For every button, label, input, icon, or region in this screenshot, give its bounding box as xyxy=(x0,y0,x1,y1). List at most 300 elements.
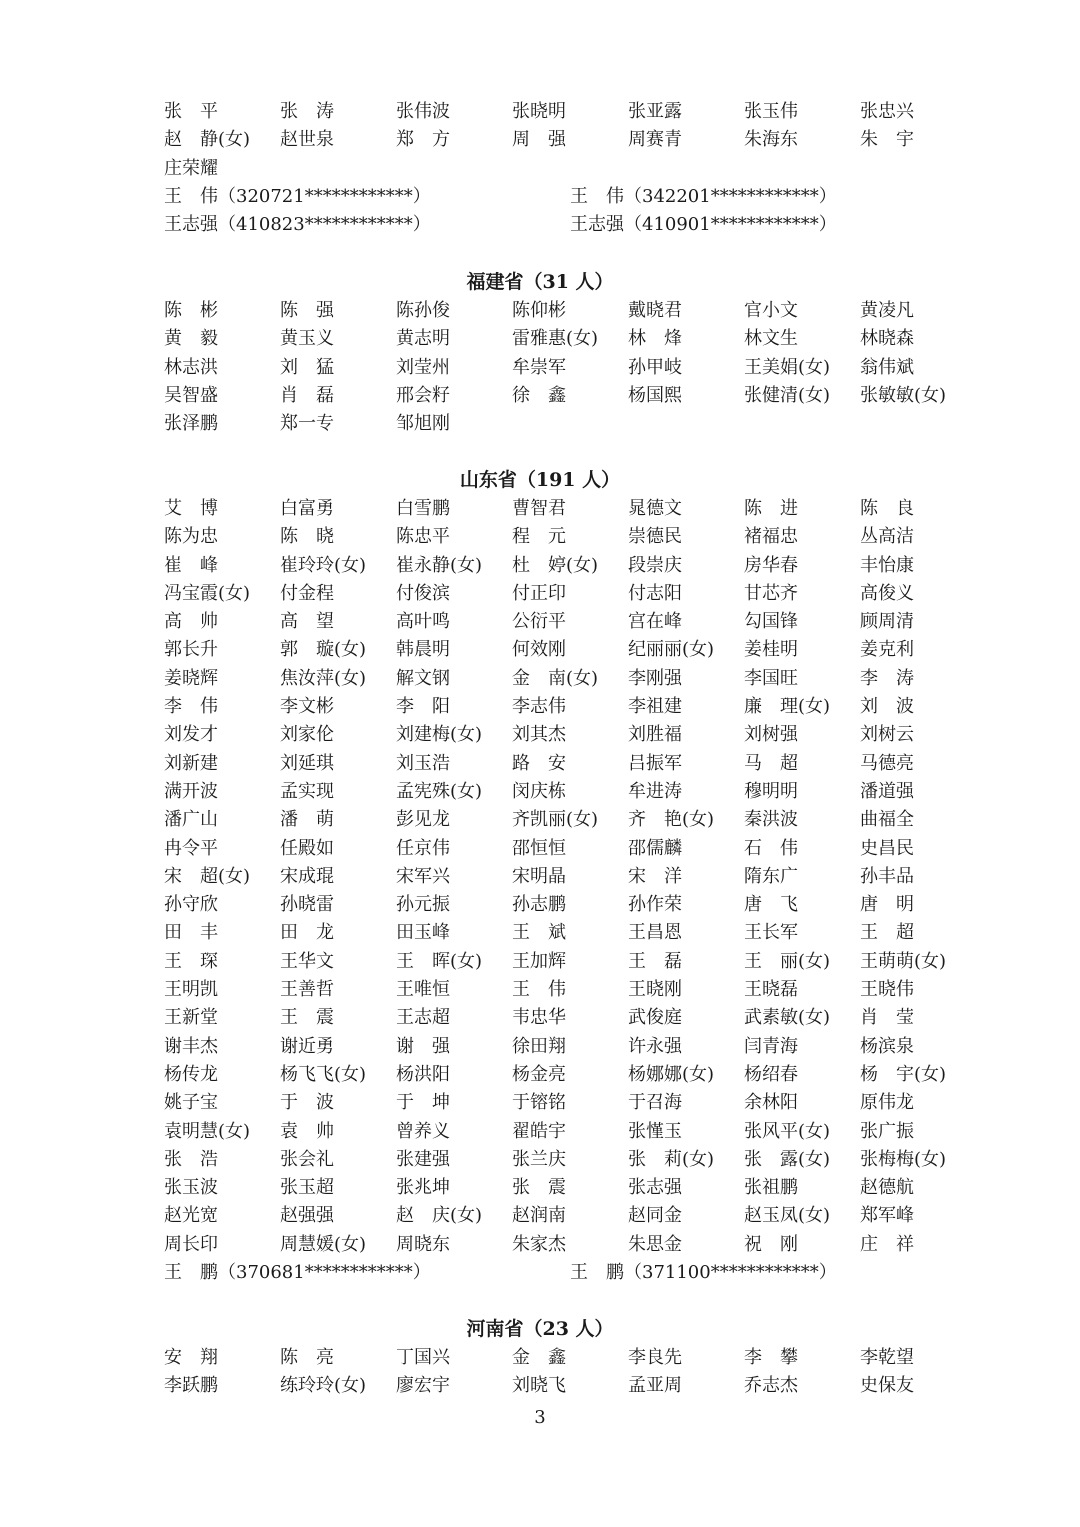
person-name: 李 伟 xyxy=(164,696,218,718)
person-name: 张伟波 xyxy=(396,101,450,122)
person-name: 廉 理(女) xyxy=(744,696,831,718)
person-name: 李 阳 xyxy=(396,696,450,718)
person-name: 杨传龙 xyxy=(164,1063,218,1085)
person-name: 王晓刚 xyxy=(628,979,682,1001)
person-name: 张 莉(女) xyxy=(628,1148,715,1170)
section-title-fujian: 福建省（31 人） xyxy=(466,271,614,293)
person-name: 张 平 xyxy=(164,101,218,122)
name-row xyxy=(164,1202,984,1230)
person-name: 唐 明 xyxy=(860,894,914,916)
person-name: 彭见龙 xyxy=(396,809,450,831)
person-name: 杨飞飞(女) xyxy=(280,1063,367,1085)
person-name: 陈 良 xyxy=(860,498,914,519)
person-name: 王 磊 xyxy=(628,950,682,972)
person-name: 孟实现 xyxy=(280,780,334,802)
person-name: 宋明晶 xyxy=(512,865,566,887)
person-name: 潘广山 xyxy=(164,809,218,831)
name-row xyxy=(164,552,984,580)
person-name: 满开波 xyxy=(164,780,218,802)
person-name: 白富勇 xyxy=(280,498,334,519)
id-row xyxy=(164,183,984,211)
person-name: 史保友 xyxy=(860,1375,914,1397)
person-name: 赵世泉 xyxy=(280,129,334,151)
person-name: 陈 彬 xyxy=(164,300,218,321)
person-name: 刘发才 xyxy=(164,724,218,746)
name-row xyxy=(164,1004,984,1032)
person-name: 张慬玉 xyxy=(628,1120,682,1142)
person-name: 韩晨明 xyxy=(396,639,450,661)
person-name: 王 琛 xyxy=(164,950,218,972)
person-name: 刘其杰 xyxy=(512,724,566,746)
person-name: 高俊义 xyxy=(860,582,914,604)
person-name: 付金程 xyxy=(280,582,334,604)
person-name: 余林阳 xyxy=(744,1092,798,1114)
name-row xyxy=(164,919,984,947)
person-name: 张玉波 xyxy=(164,1177,218,1199)
person-name: 张广振 xyxy=(860,1120,914,1142)
name-row xyxy=(164,155,984,183)
name-row xyxy=(164,1089,984,1117)
person-name: 付俊滨 xyxy=(396,582,450,604)
person-name: 付志阳 xyxy=(628,582,682,604)
person-name: 姚子宝 xyxy=(164,1092,218,1114)
person-name: 练玲玲(女) xyxy=(280,1375,367,1397)
person-name: 张晓明 xyxy=(512,101,566,122)
person-name: 肖 磊 xyxy=(280,384,334,406)
person-name: 朱海东 xyxy=(744,129,798,151)
person-name: 石 伟 xyxy=(744,837,798,859)
person-name: 孙丰品 xyxy=(860,865,914,887)
person-name: 林 烽 xyxy=(628,328,682,350)
person-name: 庄 祥 xyxy=(860,1233,914,1255)
person-name: 张 浩 xyxy=(164,1148,218,1170)
person-name: 袁 帅 xyxy=(280,1120,334,1142)
name-row xyxy=(164,325,984,353)
person-name: 廖宏宇 xyxy=(396,1375,450,1397)
person-name: 齐凯丽(女) xyxy=(512,809,599,831)
name-with-id: 王 鹏（371100************） xyxy=(570,1262,837,1284)
person-name: 金 鑫 xyxy=(512,1347,566,1368)
name-row xyxy=(164,750,984,778)
person-name: 王 晖(女) xyxy=(396,950,483,972)
person-name: 郭 璇(女) xyxy=(280,639,367,661)
person-name: 潘道强 xyxy=(860,780,914,802)
name-with-id: 王 伟（320721************） xyxy=(164,185,431,207)
person-name: 郑军峰 xyxy=(860,1205,914,1227)
person-name: 姜晓辉 xyxy=(164,667,218,689)
person-name: 朱家杰 xyxy=(512,1233,566,1255)
name-row xyxy=(164,580,984,608)
person-name: 黄志明 xyxy=(396,328,450,350)
person-name: 勾国锋 xyxy=(744,611,798,633)
person-name: 徐田翔 xyxy=(512,1035,566,1057)
person-name: 王 丽(女) xyxy=(744,950,831,972)
name-row xyxy=(164,806,984,834)
person-name: 陈仰彬 xyxy=(512,300,566,321)
person-name: 李国旺 xyxy=(744,667,798,689)
person-name: 张建强 xyxy=(396,1148,450,1170)
name-row xyxy=(164,891,984,919)
person-name: 闵庆栋 xyxy=(512,780,566,802)
person-name: 李志伟 xyxy=(512,696,566,718)
person-name: 郭长升 xyxy=(164,639,218,661)
name-row xyxy=(164,1033,984,1061)
person-name: 杨娜娜(女) xyxy=(628,1063,715,1085)
person-name: 孟宪殊(女) xyxy=(396,780,483,802)
person-name: 武素敏(女) xyxy=(744,1007,831,1029)
person-name: 袁明慧(女) xyxy=(164,1120,251,1142)
person-name: 王 超 xyxy=(860,922,914,944)
person-name: 牟崇军 xyxy=(512,356,566,378)
person-name: 穆明明 xyxy=(744,780,798,802)
person-name: 刘新建 xyxy=(164,752,218,774)
person-name: 林文生 xyxy=(744,328,798,350)
person-name: 李 攀 xyxy=(744,1347,798,1368)
name-row xyxy=(164,382,984,410)
person-name: 李 涛 xyxy=(860,667,914,689)
person-name: 乔志杰 xyxy=(744,1375,798,1397)
person-name: 邵儒麟 xyxy=(628,837,682,859)
person-name: 雷雅惠(女) xyxy=(512,328,599,350)
person-name: 姜克利 xyxy=(860,639,914,661)
person-name: 高叶鸣 xyxy=(396,611,450,633)
person-name: 刘胜福 xyxy=(628,724,682,746)
person-name: 周长印 xyxy=(164,1233,218,1255)
person-name: 张玉伟 xyxy=(744,101,798,122)
person-name: 赵同金 xyxy=(628,1205,682,1227)
person-name: 高 望 xyxy=(280,611,334,633)
person-name: 张敏敏(女) xyxy=(860,384,947,406)
person-name: 房华春 xyxy=(744,554,798,576)
person-name: 赵光宽 xyxy=(164,1205,218,1227)
person-name: 郑 方 xyxy=(396,129,450,151)
person-name: 段崇庆 xyxy=(628,554,682,576)
person-name: 宫在峰 xyxy=(628,611,682,633)
person-name: 曾养义 xyxy=(396,1120,450,1142)
name-row xyxy=(164,636,984,664)
name-row xyxy=(164,721,984,749)
person-name: 周慧媛(女) xyxy=(280,1233,367,1255)
person-name: 杨国熙 xyxy=(628,384,682,406)
person-name: 宋 洋 xyxy=(628,865,682,887)
person-name: 秦洪波 xyxy=(744,809,798,831)
person-name: 张祖鹏 xyxy=(744,1177,798,1199)
person-name: 陈忠平 xyxy=(396,526,450,548)
person-name: 曹智君 xyxy=(512,498,566,519)
person-name: 李文彬 xyxy=(280,696,334,718)
person-name: 付正印 xyxy=(512,582,566,604)
person-name: 刘家伦 xyxy=(280,724,334,746)
person-name: 吕振军 xyxy=(628,752,682,774)
person-name: 庄荣耀 xyxy=(164,157,218,179)
person-name: 冯宝霞(女) xyxy=(164,582,251,604)
shandong-name-list xyxy=(164,495,984,1287)
person-name: 谢近勇 xyxy=(280,1035,334,1057)
person-name: 史昌民 xyxy=(860,837,914,859)
person-name: 陈 亮 xyxy=(280,1347,334,1368)
person-name: 晁德文 xyxy=(628,498,682,519)
person-name: 周 强 xyxy=(512,129,566,151)
person-name: 张玉超 xyxy=(280,1177,334,1199)
person-name: 陈为忠 xyxy=(164,526,218,548)
person-name: 甘芯齐 xyxy=(744,582,798,604)
person-name: 朱思金 xyxy=(628,1233,682,1255)
person-name: 刘晓飞 xyxy=(512,1375,566,1397)
name-row xyxy=(164,863,984,891)
person-name: 于镕铭 xyxy=(512,1092,566,1114)
person-name: 于召海 xyxy=(628,1092,682,1114)
person-name: 张健清(女) xyxy=(744,384,831,406)
name-row xyxy=(164,1372,984,1400)
person-name: 公衍平 xyxy=(512,611,566,633)
name-row xyxy=(164,608,984,636)
person-name: 孙守欣 xyxy=(164,894,218,916)
person-name: 王华文 xyxy=(280,950,334,972)
person-name: 陈 晓 xyxy=(280,526,334,548)
person-name: 何效刚 xyxy=(512,639,566,661)
name-row xyxy=(164,1174,984,1202)
person-name: 焦汝萍(女) xyxy=(280,667,367,689)
person-name: 陈 进 xyxy=(744,498,798,519)
person-name: 谢 强 xyxy=(396,1035,450,1057)
name-row xyxy=(164,1344,984,1372)
person-name: 张 露(女) xyxy=(744,1148,831,1170)
person-name: 周晓东 xyxy=(396,1233,450,1255)
person-name: 丛高洁 xyxy=(860,526,914,548)
person-name: 孙元振 xyxy=(396,894,450,916)
person-name: 唐 飞 xyxy=(744,894,798,916)
person-name: 谢丰杰 xyxy=(164,1035,218,1057)
person-name: 赵 静(女) xyxy=(164,129,251,151)
person-name: 赵 庆(女) xyxy=(396,1205,483,1227)
person-name: 杨洪阳 xyxy=(396,1063,450,1085)
person-name: 王 伟 xyxy=(512,979,566,1001)
person-name: 张兆坤 xyxy=(396,1177,450,1199)
person-name: 冉令平 xyxy=(164,837,218,859)
person-name: 朱 宇 xyxy=(860,129,914,151)
id-row xyxy=(164,211,984,239)
person-name: 金 南(女) xyxy=(512,667,599,689)
person-name: 刘 波 xyxy=(860,696,914,718)
person-name: 任殿如 xyxy=(280,837,334,859)
name-row xyxy=(164,693,984,721)
person-name: 杨滨泉 xyxy=(860,1035,914,1057)
person-name: 孙作荣 xyxy=(628,894,682,916)
person-name: 许永强 xyxy=(628,1035,682,1057)
person-name: 林晓森 xyxy=(860,328,914,350)
person-name: 刘树强 xyxy=(744,724,798,746)
person-name: 赵德航 xyxy=(860,1177,914,1199)
person-name: 徐 鑫 xyxy=(512,384,566,406)
person-name: 安 翔 xyxy=(164,1347,218,1368)
person-name: 崔玲玲(女) xyxy=(280,554,367,576)
person-name: 周赛青 xyxy=(628,129,682,151)
person-name: 崇德民 xyxy=(628,526,682,548)
person-name: 杨绍春 xyxy=(744,1063,798,1085)
person-name: 刘莹州 xyxy=(396,356,450,378)
name-row xyxy=(164,410,984,438)
person-name: 王昌恩 xyxy=(628,922,682,944)
person-name: 顾周清 xyxy=(860,611,914,633)
person-name: 官小文 xyxy=(744,300,798,321)
person-name: 孙志鹏 xyxy=(512,894,566,916)
person-name: 刘 猛 xyxy=(280,356,334,378)
person-name: 张志强 xyxy=(628,1177,682,1199)
person-name: 李乾望 xyxy=(860,1347,914,1368)
person-name: 韦忠华 xyxy=(512,1007,566,1029)
henan-name-list xyxy=(164,1344,984,1401)
person-name: 林志洪 xyxy=(164,356,218,378)
name-row xyxy=(164,778,984,806)
name-with-id: 王 伟（342201************） xyxy=(570,185,837,207)
person-name: 纪丽丽(女) xyxy=(628,639,715,661)
name-row xyxy=(164,835,984,863)
person-name: 李良先 xyxy=(628,1347,682,1368)
person-name: 原伟龙 xyxy=(860,1092,914,1114)
person-name: 李跃鹏 xyxy=(164,1375,218,1397)
person-name: 隋东广 xyxy=(744,865,798,887)
name-row xyxy=(164,976,984,1004)
section-title-shandong: 山东省（191 人） xyxy=(459,469,621,491)
person-name: 王 斌 xyxy=(512,922,566,944)
person-name: 黄凌凡 xyxy=(860,300,914,321)
person-name: 黄 毅 xyxy=(164,328,218,350)
person-name: 邵恒恒 xyxy=(512,837,566,859)
name-row xyxy=(164,297,984,325)
person-name: 张 涛 xyxy=(280,101,334,122)
person-name: 孟亚周 xyxy=(628,1375,682,1397)
person-name: 孙甲岐 xyxy=(628,356,682,378)
person-name: 解文钢 xyxy=(396,667,450,689)
person-name: 宋 超(女) xyxy=(164,865,251,887)
person-name: 崔 峰 xyxy=(164,554,218,576)
person-name: 李刚强 xyxy=(628,667,682,689)
person-name: 丰怡康 xyxy=(860,554,914,576)
person-name: 张梅梅(女) xyxy=(860,1148,947,1170)
person-name: 王萌萌(女) xyxy=(860,950,947,972)
name-row xyxy=(164,354,984,382)
person-name: 田玉峰 xyxy=(396,922,450,944)
person-name: 白雪鹏 xyxy=(396,498,450,519)
name-row xyxy=(164,1231,984,1259)
person-name: 张会礼 xyxy=(280,1148,334,1170)
person-name: 杨 宇(女) xyxy=(860,1063,947,1085)
person-name: 李祖建 xyxy=(628,696,682,718)
person-name: 赵强强 xyxy=(280,1205,334,1227)
name-with-id: 王 鹏（370681************） xyxy=(164,1262,431,1284)
person-name: 王唯恒 xyxy=(396,979,450,1001)
person-name: 戴晓君 xyxy=(628,300,682,321)
person-name: 赵润南 xyxy=(512,1205,566,1227)
person-name: 张忠兴 xyxy=(860,101,914,122)
person-name: 赵玉凤(女) xyxy=(744,1205,831,1227)
person-name: 任京伟 xyxy=(396,837,450,859)
person-name: 曲福全 xyxy=(860,809,914,831)
name-row xyxy=(164,948,984,976)
top-name-list xyxy=(164,98,984,239)
person-name: 武俊庭 xyxy=(628,1007,682,1029)
person-name: 潘 萌 xyxy=(280,809,334,831)
name-row xyxy=(164,126,984,154)
person-name: 褚福忠 xyxy=(744,526,798,548)
person-name: 马 超 xyxy=(744,752,798,774)
person-name: 邢会籽 xyxy=(396,384,450,406)
person-name: 翟皓宇 xyxy=(512,1120,566,1142)
person-name: 艾 博 xyxy=(164,498,218,519)
person-name: 王美娟(女) xyxy=(744,356,831,378)
person-name: 杜 婷(女) xyxy=(512,554,599,576)
person-name: 吴智盛 xyxy=(164,384,218,406)
person-name: 王晓伟 xyxy=(860,979,914,1001)
name-with-id: 王志强（410901************） xyxy=(570,214,837,236)
person-name: 于 波 xyxy=(280,1092,334,1114)
person-name: 陈孙俊 xyxy=(396,300,450,321)
name-row xyxy=(164,523,984,551)
person-name: 邹旭刚 xyxy=(396,413,450,435)
person-name: 祝 刚 xyxy=(744,1233,798,1255)
person-name: 丁国兴 xyxy=(396,1347,450,1368)
name-row xyxy=(164,1118,984,1146)
person-name: 姜桂明 xyxy=(744,639,798,661)
person-name: 张风平(女) xyxy=(744,1120,831,1142)
person-name: 黄玉义 xyxy=(280,328,334,350)
page-number: 3 xyxy=(534,1407,546,1428)
person-name: 王明凯 xyxy=(164,979,218,1001)
person-name: 王志超 xyxy=(396,1007,450,1029)
person-name: 王新堂 xyxy=(164,1007,218,1029)
fujian-name-list xyxy=(164,297,984,438)
name-row xyxy=(164,1146,984,1174)
name-row xyxy=(164,1061,984,1089)
person-name: 杨金亮 xyxy=(512,1063,566,1085)
person-name: 刘树云 xyxy=(860,724,914,746)
person-name: 田 丰 xyxy=(164,922,218,944)
person-name: 翁伟斌 xyxy=(860,356,914,378)
person-name: 王善哲 xyxy=(280,979,334,1001)
person-name: 王晓磊 xyxy=(744,979,798,1001)
section-title-henan: 河南省（23 人） xyxy=(466,1318,614,1340)
person-name: 刘建梅(女) xyxy=(396,724,483,746)
name-with-id: 王志强（410823************） xyxy=(164,214,431,236)
person-name: 高 帅 xyxy=(164,611,218,633)
person-name: 孙晓雷 xyxy=(280,894,334,916)
person-name: 陈 强 xyxy=(280,300,334,321)
person-name: 程 元 xyxy=(512,526,566,548)
person-name: 王长军 xyxy=(744,922,798,944)
name-row xyxy=(164,98,984,126)
person-name: 张亚露 xyxy=(628,101,682,122)
person-name: 崔永静(女) xyxy=(396,554,483,576)
person-name: 宋军兴 xyxy=(396,865,450,887)
person-name: 郑一专 xyxy=(280,413,334,435)
person-name: 于 坤 xyxy=(396,1092,450,1114)
name-row xyxy=(164,665,984,693)
person-name: 张兰庆 xyxy=(512,1148,566,1170)
person-name: 王 震 xyxy=(280,1007,334,1029)
person-name: 宋成琨 xyxy=(280,865,334,887)
person-name: 路 安 xyxy=(512,752,566,774)
person-name: 刘延琪 xyxy=(280,752,334,774)
person-name: 齐 艳(女) xyxy=(628,809,715,831)
person-name: 田 龙 xyxy=(280,922,334,944)
person-name: 王加辉 xyxy=(512,950,566,972)
name-row xyxy=(164,495,984,523)
person-name: 刘玉浩 xyxy=(396,752,450,774)
person-name: 闫青海 xyxy=(744,1035,798,1057)
person-name: 张泽鹏 xyxy=(164,413,218,435)
person-name: 张 震 xyxy=(512,1177,566,1199)
person-name: 马德亮 xyxy=(860,752,914,774)
